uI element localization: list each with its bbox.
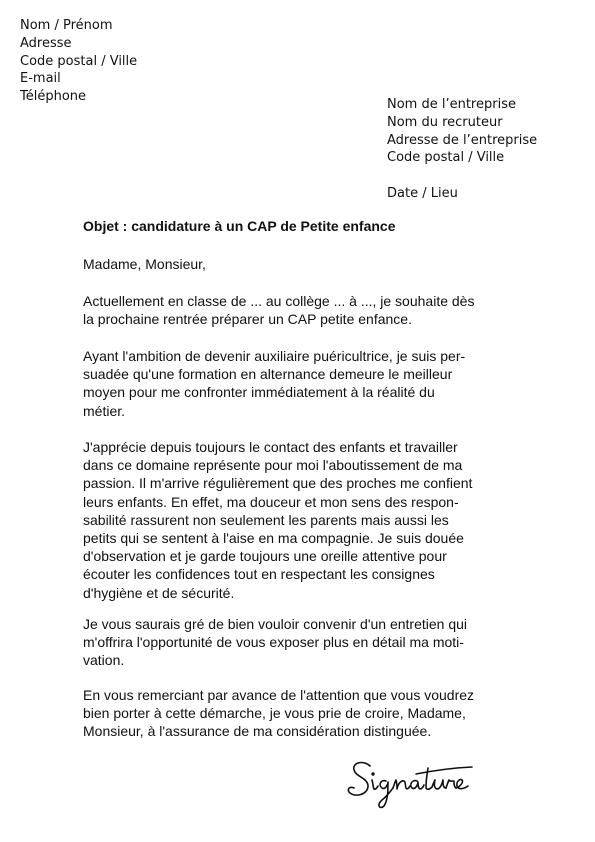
paragraph-line: bien porter à cette démarche, je vous prie de croire, Madame, — [83, 705, 466, 722]
paragraph-line: vation. — [83, 652, 125, 669]
sender-name: Nom / Prénom — [20, 18, 113, 33]
paragraph-line: leurs enfants. En effet, ma douceur et mon sens des respon- — [83, 493, 459, 510]
date-place: Date / Lieu — [387, 186, 458, 202]
paragraph-line: suadée qu'une formation en alternance demeure le meilleur — [83, 366, 453, 383]
recipient-recruiter: Nom du recruteur — [387, 114, 503, 130]
paragraph-line: Actuellement en classe de ... au collège ... à ..., je souhaite dès — [83, 293, 475, 309]
paragraph-interview — [83, 615, 467, 670]
recipient-company: Nom de l’entreprise — [387, 97, 516, 112]
letter-salutation: Madame, Monsieur, — [83, 256, 206, 272]
sender-block — [20, 17, 137, 106]
letter-subject: Objet : candidature à un CAP de Petite enfance — [83, 218, 396, 234]
sender-email: E-mail — [20, 71, 61, 87]
paragraph-line: dans ce domaine représente pour moi l'aboutissement de ma — [83, 457, 463, 474]
sender-postal-city: Code postal / Ville — [20, 53, 138, 69]
paragraph-line: d'observation et je garde toujours une oreille attentive pour — [83, 548, 447, 565]
recipient-postal-city: Code postal / Ville — [387, 150, 505, 166]
paragraph-line: m'offrira l'opportunité de vous exposer plus en détail ma moti- — [83, 634, 464, 651]
recipient-block — [387, 96, 537, 203]
paragraph-line: d'hygiène et de sécurité. — [83, 584, 235, 601]
paragraph-line: moyen pour me confronter immédiatement à la réalité du — [83, 384, 435, 401]
sender-address: Adresse — [20, 35, 72, 51]
paragraph-line: écouter les confidences tout en respectant les consignes — [83, 566, 435, 583]
paragraph-line: petits qui se sentent à l'aise en ma compagnie. Je suis douée — [83, 530, 464, 547]
paragraph-line: Ayant l'ambition de devenir auxiliaire puéricultrice, je suis per- — [83, 348, 466, 364]
paragraph-ambition — [83, 347, 465, 420]
paragraph-closing — [83, 686, 474, 741]
paragraph-experience — [83, 438, 472, 602]
paragraph-line: J'apprécie depuis toujours le contact des enfants et travailler — [83, 439, 458, 455]
paragraph-line: sabilité rassurent non seulement les parents mais aussi les — [83, 511, 449, 528]
recipient-company-address: Adresse de l’entreprise — [387, 132, 538, 148]
paragraph-line: En vous remerciant par avance de l'attention que vous voudrez — [83, 687, 475, 703]
paragraph-line: la prochaine rentrée préparer un CAP petite enfance. — [83, 311, 412, 328]
paragraph-line: métier. — [83, 402, 126, 419]
paragraph-line: passion. Il m'arrive régulièrement que des proches me confient — [83, 475, 473, 492]
sender-phone: Téléphone — [20, 89, 87, 105]
signature — [346, 752, 486, 812]
paragraph-intro — [83, 292, 474, 328]
paragraph-line: Je vous saurais gré de bien vouloir convenir d'un entretien qui — [83, 616, 468, 632]
paragraph-line: Monsieur, à l'assurance de ma considération distinguée. — [83, 723, 432, 740]
